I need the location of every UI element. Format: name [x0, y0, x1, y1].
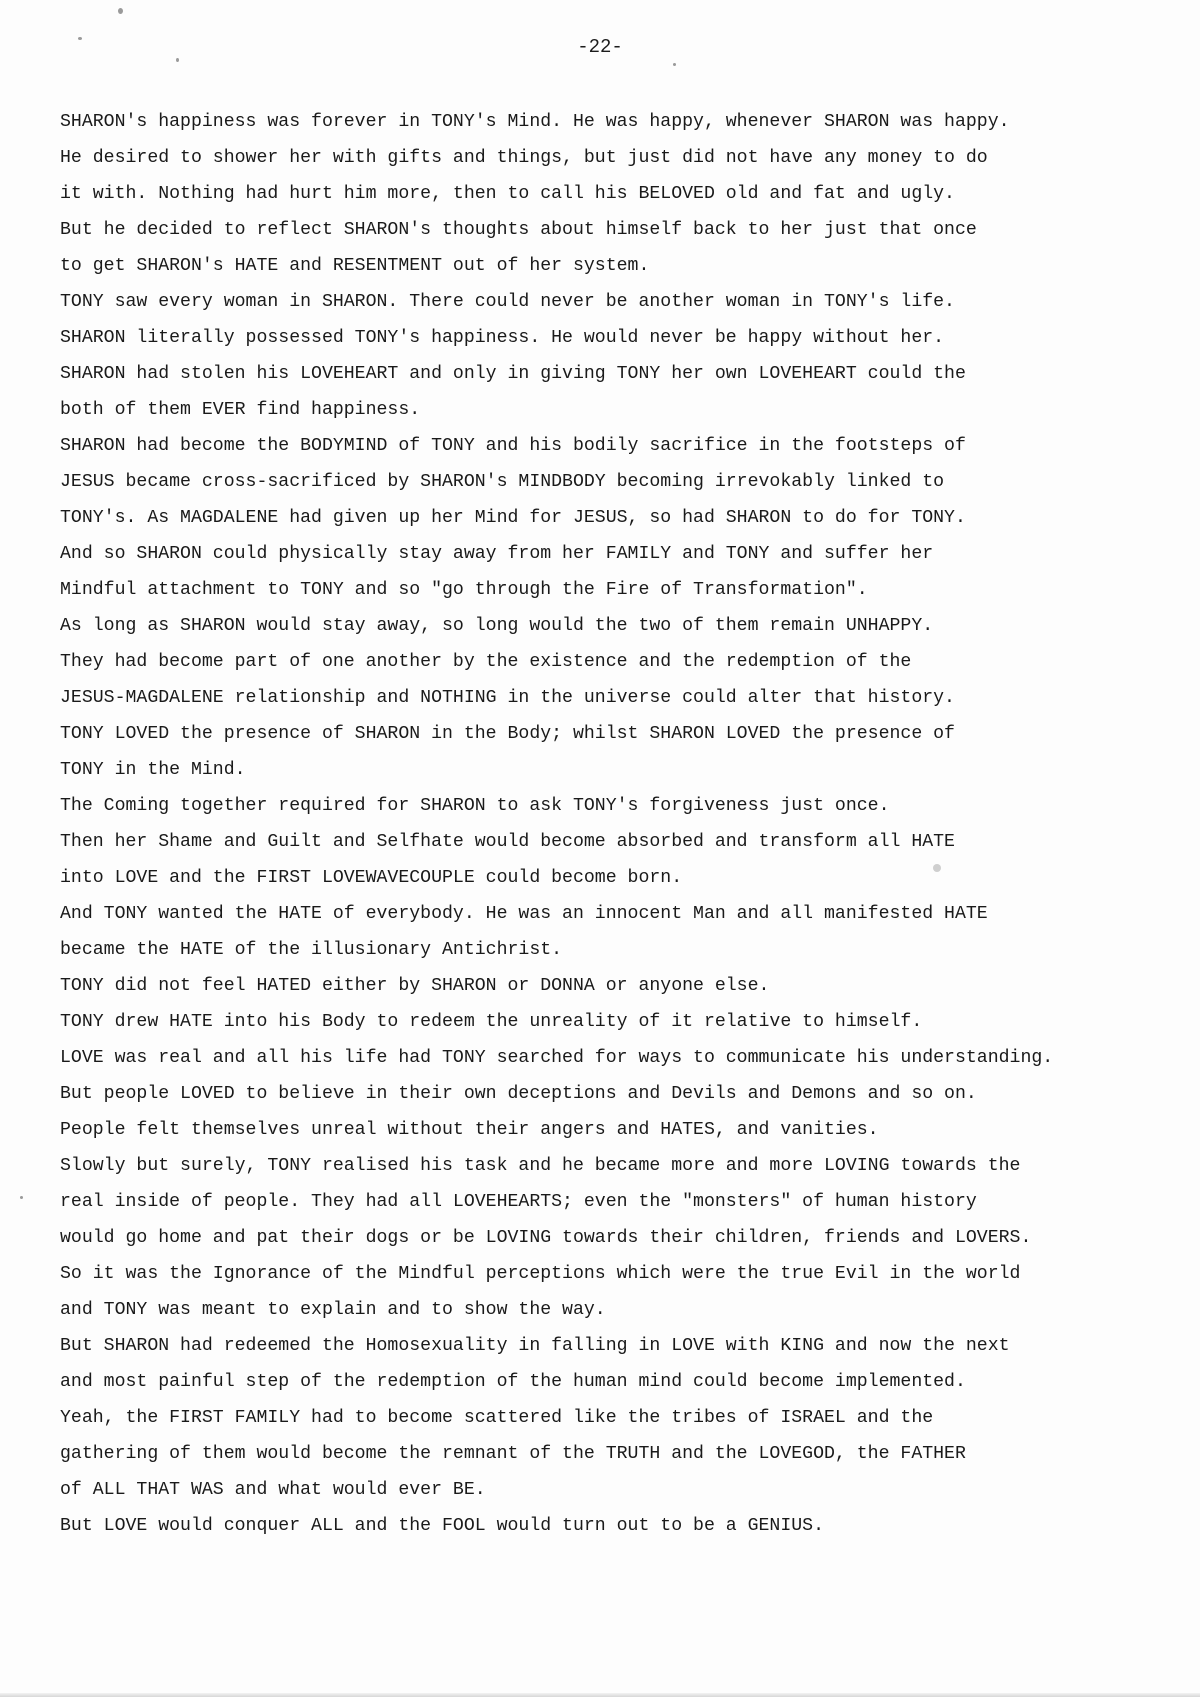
text-line: The Coming together required for SHARON to ask TONY's forgiveness just once.: [60, 796, 890, 816]
text-line: Mindful attachment to TONY and so "go through the Fire of Transformation".: [60, 580, 868, 600]
text-line: JESUS-MAGDALENE relationship and NOTHING in the universe could alter that history.: [60, 688, 955, 708]
text-line: and most painful step of the redemption of the human mind could become implemented.: [60, 1372, 966, 1392]
text-line: JESUS became cross-sacrificed by SHARON's MINDBODY becoming irrevokably linked to: [60, 472, 945, 492]
text-line: would go home and pat their dogs or be LOVING towards their children, friends and LOVERS.: [60, 1228, 1032, 1248]
text-line: SHARON's happiness was forever in TONY's Mind. He was happy, whenever SHARON was happy.: [60, 112, 1010, 132]
text-line: LOVE was real and all his life had TONY searched for ways to communicate his understanding.: [60, 1048, 1054, 1068]
text-line: Slowly but surely, TONY realised his task and he became more and more LOVING towards the: [60, 1156, 1021, 1176]
text-line: TONY LOVED the presence of SHARON in the Body; whilst SHARON LOVED the presence of: [60, 724, 955, 744]
text-line: TONY saw every woman in SHARON. There could never be another woman in TONY's life.: [60, 292, 955, 312]
text-line: SHARON had stolen his LOVEHEART and only in giving TONY her own LOVEHEART could the: [60, 364, 966, 384]
text-line: People felt themselves unreal without their angers and HATES, and vanities.: [60, 1120, 879, 1140]
page-number: -22-: [577, 36, 623, 58]
text-line: it with. Nothing had hurt him more, then to call his BELOVED old and fat and ugly.: [60, 184, 955, 204]
text-line: of ALL THAT WAS and what would ever BE.: [60, 1480, 486, 1500]
text-line: So it was the Ignorance of the Mindful perceptions which were the true Evil in the world: [60, 1264, 1021, 1284]
scan-speck: [118, 8, 123, 14]
text-line: and TONY was meant to explain and to show the way.: [60, 1300, 606, 1320]
text-line: He desired to shower her with gifts and things, but just did not have any money to do: [60, 148, 988, 168]
text-line: Yeah, the FIRST FAMILY had to become scattered like the tribes of ISRAEL and the: [60, 1408, 934, 1428]
text-line: into LOVE and the FIRST LOVEWAVECOUPLE could become born.: [60, 868, 683, 888]
text-line: TONY drew HATE into his Body to redeem the unreality of it relative to himself.: [60, 1012, 923, 1032]
text-line: both of them EVER find happiness.: [60, 400, 421, 420]
page-bottom-edge: [0, 1693, 1200, 1697]
body-text: [60, 104, 1180, 1544]
text-line: became the HATE of the illusionary Antichrist.: [60, 940, 563, 960]
text-line: They had become part of one another by the existence and the redemption of the: [60, 652, 912, 672]
text-line: And so SHARON could physically stay away from her FAMILY and TONY and suffer her: [60, 544, 934, 564]
text-line: But people LOVED to believe in their own deceptions and Devils and Demons and so on.: [60, 1084, 977, 1104]
text-line: And TONY wanted the HATE of everybody. He was an innocent Man and all manifested HATE: [60, 904, 988, 924]
text-line: TONY in the Mind.: [60, 760, 246, 780]
text-line: SHARON had become the BODYMIND of TONY and his bodily sacrifice in the footsteps of: [60, 436, 966, 456]
text-line: to get SHARON's HATE and RESENTMENT out of her system.: [60, 256, 650, 276]
text-line: As long as SHARON would stay away, so long would the two of them remain UNHAPPY.: [60, 616, 934, 636]
text-line: gathering of them would become the remnant of the TRUTH and the LOVEGOD, the FATHER: [60, 1444, 966, 1464]
scan-speck: [176, 58, 179, 62]
text-line: But he decided to reflect SHARON's thoughts about himself back to her just that once: [60, 220, 977, 240]
text-line: TONY's. As MAGDALENE had given up her Mind for JESUS, so had SHARON to do for TONY.: [60, 508, 966, 528]
text-line: TONY did not feel HATED either by SHARON or DONNA or anyone else.: [60, 976, 770, 996]
text-line: But SHARON had redeemed the Homosexuality in falling in LOVE with KING and now the next: [60, 1336, 1010, 1356]
text-line: real inside of people. They had all LOVEHEARTS; even the "monsters" of human history: [60, 1192, 977, 1212]
scan-speck: [20, 1196, 23, 1199]
text-line: Then her Shame and Guilt and Selfhate would become absorbed and transform all HATE: [60, 832, 955, 852]
scan-speck: [673, 63, 676, 66]
text-line: But LOVE would conquer ALL and the FOOL would turn out to be a GENIUS.: [60, 1516, 824, 1536]
text-line: SHARON literally possessed TONY's happiness. He would never be happy without her.: [60, 328, 945, 348]
